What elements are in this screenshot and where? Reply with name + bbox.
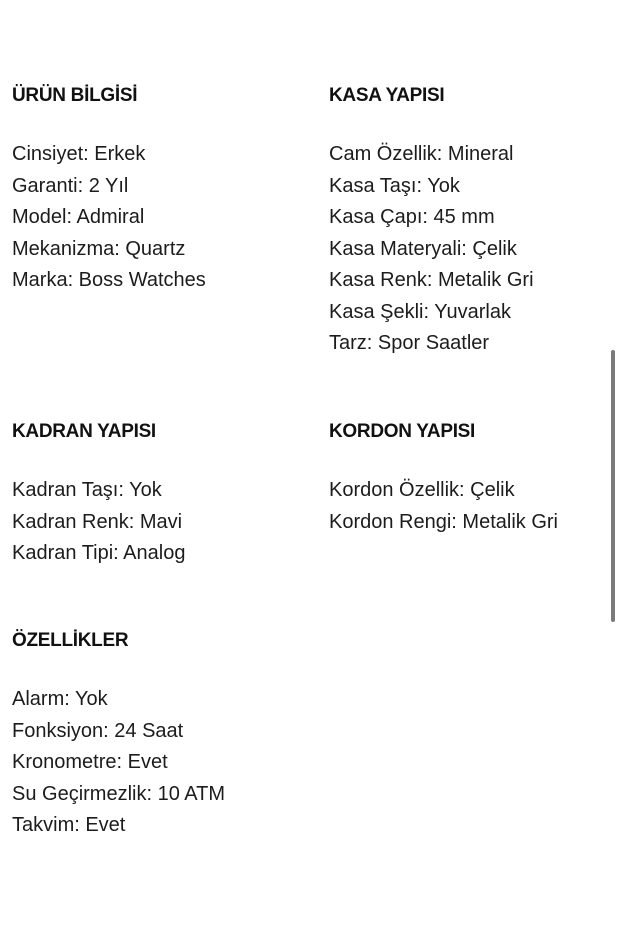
spec-item-kasa-sekli: Kasa Şekli: Yuvarlak [329,300,511,323]
spec-item-alarm: Alarm: Yok [12,688,108,710]
section-title: KADRAN YAPISI [12,421,156,442]
spec-item-kasa-materyali: Kasa Materyali: Çelik [329,237,517,260]
spec-item-takvim: Takvim: Evet [12,814,126,836]
section-kasa-yapisi [329,84,534,360]
spec-item-kordon-ozellik: Kordon Özellik: Çelik [329,479,515,501]
spec-item-garanti: Garanti: 2 Yıl [12,174,129,197]
spec-item-kadran-tasi: Kadran Taşı: Yok [12,479,162,501]
spec-item-fonksiyon: Fonksiyon: 24 Saat [12,719,184,742]
spec-item-su-gecirmezlik: Su Geçirmezlik: 10 ATM [12,782,226,805]
spec-item-kasa-tasi: Kasa Taşı: Yok [329,174,460,197]
spec-item-tarz: Tarz: Spor Saatler [329,332,490,354]
spec-item-kasa-renk: Kasa Renk: Metalik Gri [329,269,534,291]
spec-item-kordon-rengi: Kordon Rengi: Metalik Gri [329,510,558,533]
section-title: KASA YAPISI [329,85,445,106]
section-title: ÜRÜN BİLGİSİ [12,85,138,106]
spec-item-cam-ozellik: Cam Özellik: Mineral [329,143,514,165]
section-title: KORDON YAPISI [329,421,476,442]
spec-item-kasa-capi: Kasa Çapı: 45 mm [329,206,495,228]
section-kadran-yapisi [12,420,185,570]
spec-item-kadran-tipi: Kadran Tipi: Analog [12,542,186,564]
spec-item-kronometre: Kronometre: Evet [12,751,168,773]
spec-item-marka: Marka: Boss Watches [12,269,206,291]
spec-item-mekanizma: Mekanizma: Quartz [12,237,186,260]
vertical-scrollbar[interactable] [611,350,615,622]
spec-list [329,475,558,538]
spec-list [12,139,206,297]
section-title: ÖZELLİKLER [12,630,129,651]
spec-list [12,684,225,842]
spec-item-kadran-renk: Kadran Renk: Mavi [12,510,183,533]
section-ozellikler [12,629,225,842]
spec-item-model: Model: Admiral [12,206,145,228]
spec-item-cinsiyet: Cinsiyet: Erkek [12,143,146,165]
spec-list [329,139,534,360]
spec-list [12,475,185,570]
section-kordon-yapisi [329,420,558,538]
section-urun-bilgisi [12,84,206,297]
